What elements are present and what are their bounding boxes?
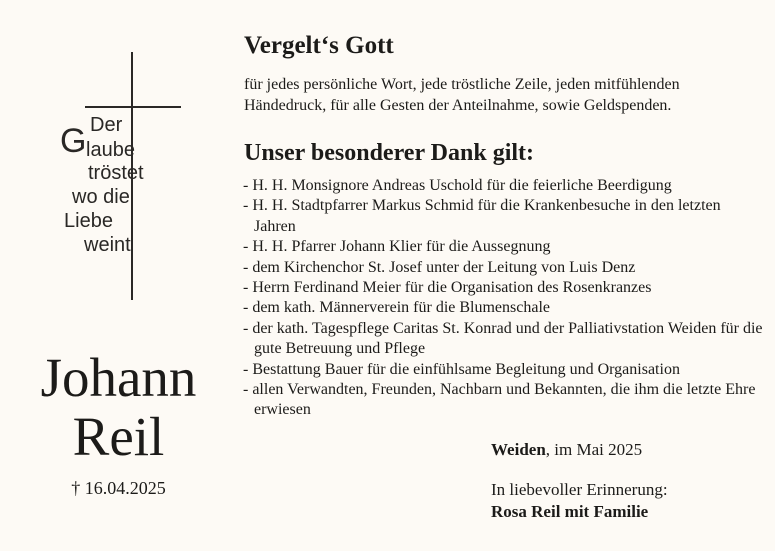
list-item: - H. H. Stadtpfarrer Markus Schmid für die Krankenbesuche in den letzten Jahren (243, 197, 721, 235)
page-title: Vergelt‘s Gott (244, 32, 394, 59)
list-item: - H. H. Monsignore Andreas Uschold für die feierliche Beerdigung (243, 177, 672, 194)
motto-line-1: Der (90, 114, 123, 136)
list-item: - Herrn Ferdinand Meier für die Organisation des Rosenkranzes (243, 279, 652, 297)
intro-text: für jedes persönliche Wort, jede tröstliche Zeile, jeden mitfühlenden Händedruck, für alle Gesten der Anteilnahme, sowie Geldspenden. (244, 76, 680, 114)
place: Weiden (491, 440, 546, 459)
list-item: - allen Verwandten, Freunden, Nachbarn und Bekannten, die ihm die letzte Ehre erwiesen (243, 381, 756, 419)
motto-initial: G (60, 122, 87, 160)
date: , im Mai 2025 (545, 440, 643, 459)
list-item: - der kath. Tagespflege Caritas St. Konrad und der Palliativstation Weiden für die gute Betreuung und Pflege (243, 319, 763, 358)
motto-line-6: weint (84, 234, 131, 256)
motto-line-4: wo die (72, 186, 130, 208)
list-item: - dem kath. Männerverein für die Blumenschale (243, 299, 550, 317)
motto-text (52, 114, 172, 274)
thanks-list (243, 176, 763, 421)
death-date: † 16.04.2025 (71, 478, 166, 498)
signature: Rosa Reil mit Familie (491, 502, 649, 521)
deceased-last-name: Reil (72, 406, 165, 467)
memory-line: In liebevoller Erinnerung: (491, 480, 668, 499)
motto-line-5: Liebe (64, 210, 113, 232)
list-item: - dem Kirchenchor St. Josef unter der Leitung von Luis Denz (243, 258, 636, 276)
list-item: - H. H. Pfarrer Johann Klier für die Aussegnung (243, 238, 551, 256)
thanks-heading: Unser besonderer Dank gilt: (244, 140, 535, 166)
deceased-first-name: Johann (40, 347, 197, 408)
motto-line-2: laube (86, 139, 135, 161)
list-item: - Bestattung Bauer für die einfühlsame Begleitung und Organisation (243, 360, 680, 378)
place-date-line (491, 440, 642, 460)
cross-horizontal-bar (85, 106, 181, 108)
motto-line-3: tröstet (88, 162, 144, 184)
